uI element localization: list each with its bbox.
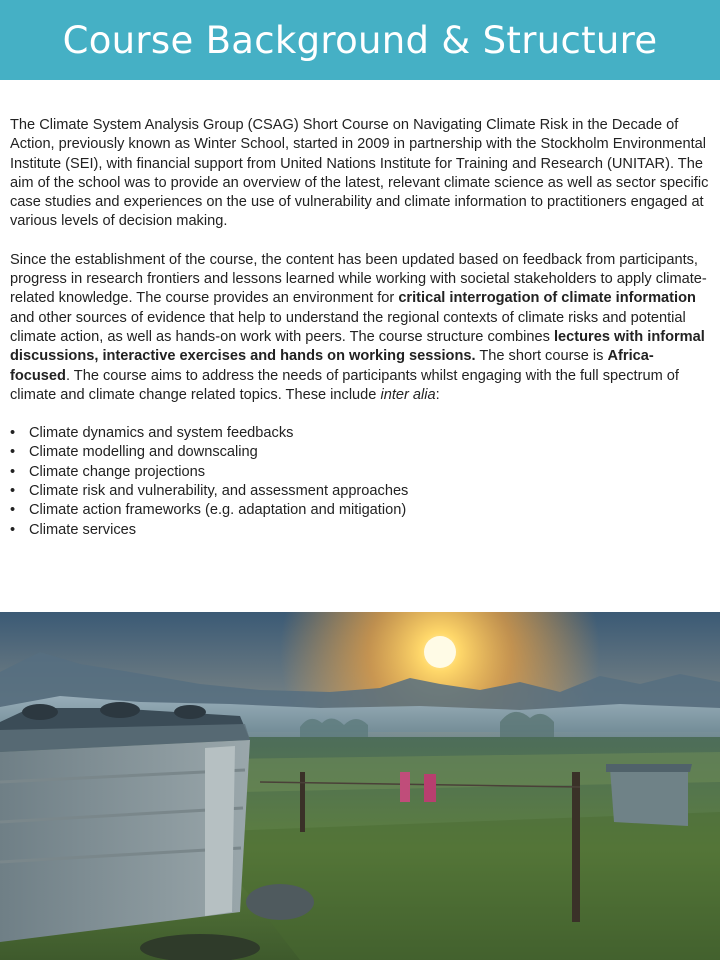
- paragraph2-part3: The short course is: [475, 348, 608, 365]
- landscape-photo: [0, 612, 720, 960]
- list-item: • Climate dynamics and system feedbacks: [10, 424, 712, 443]
- list-item: • Climate modelling and downscaling: [10, 443, 712, 462]
- list-item: • Climate action frameworks (e.g. adaptation and mitigation): [10, 501, 712, 520]
- paragraph-structure: [10, 251, 712, 405]
- paragraph2-bold-critical: critical interrogation of climate information: [398, 290, 696, 307]
- paragraph2-part1: Since the establishment of the course, the content has been updated based on feedback from participants, progress in research frontiers and lessons learned while working with societal stakeholders to apply climate-related knowledge. The course provides an environment for: [10, 251, 707, 307]
- paragraph2-part5: :: [435, 386, 440, 403]
- paragraph-background: The Climate System Analysis Group (CSAG) Short Course on Navigating Climate Risk in the Decade of Action, previously known as Winter School, started in 2009 in partnership with the Stockholm Environmental Institute (SEI), with financial support from United Nations Institute for Training and Research (UNITAR). The aim of the school was to provide an overview of the latest, relevant climate science as well as sector specific case studies and experiences on the use of vulnerability and climate information to practitioners engaged at various levels of decision making.: [10, 117, 709, 230]
- page-title: Course Background & Structure: [62, 18, 658, 62]
- body-text: [10, 116, 712, 540]
- title-banner: [0, 0, 720, 80]
- list-item: • Climate risk and vulnerability, and assessment approaches: [10, 482, 712, 501]
- paragraph2-bold-lectures: lectures with informal discussions, interactive exercises and hands on working sessions.: [10, 328, 705, 365]
- list-item: • Climate services: [10, 521, 712, 540]
- topic-list: [10, 424, 712, 540]
- paragraph2-part2: and other sources of evidence that help to understand the regional contexts of climate risks and potential climate action, as well as hands-on work with peers. The course structure combines: [10, 309, 686, 345]
- paragraph2-part4: . The course aims to address the needs of participants whilst engaging with the full spectrum of climate and climate change related topics. These include: [10, 367, 679, 403]
- list-item: • Climate change projections: [10, 463, 712, 482]
- paragraph2-italic-inter-alia: inter alia: [380, 386, 436, 403]
- paragraph2-bold-africa: Africa-focused: [10, 348, 654, 384]
